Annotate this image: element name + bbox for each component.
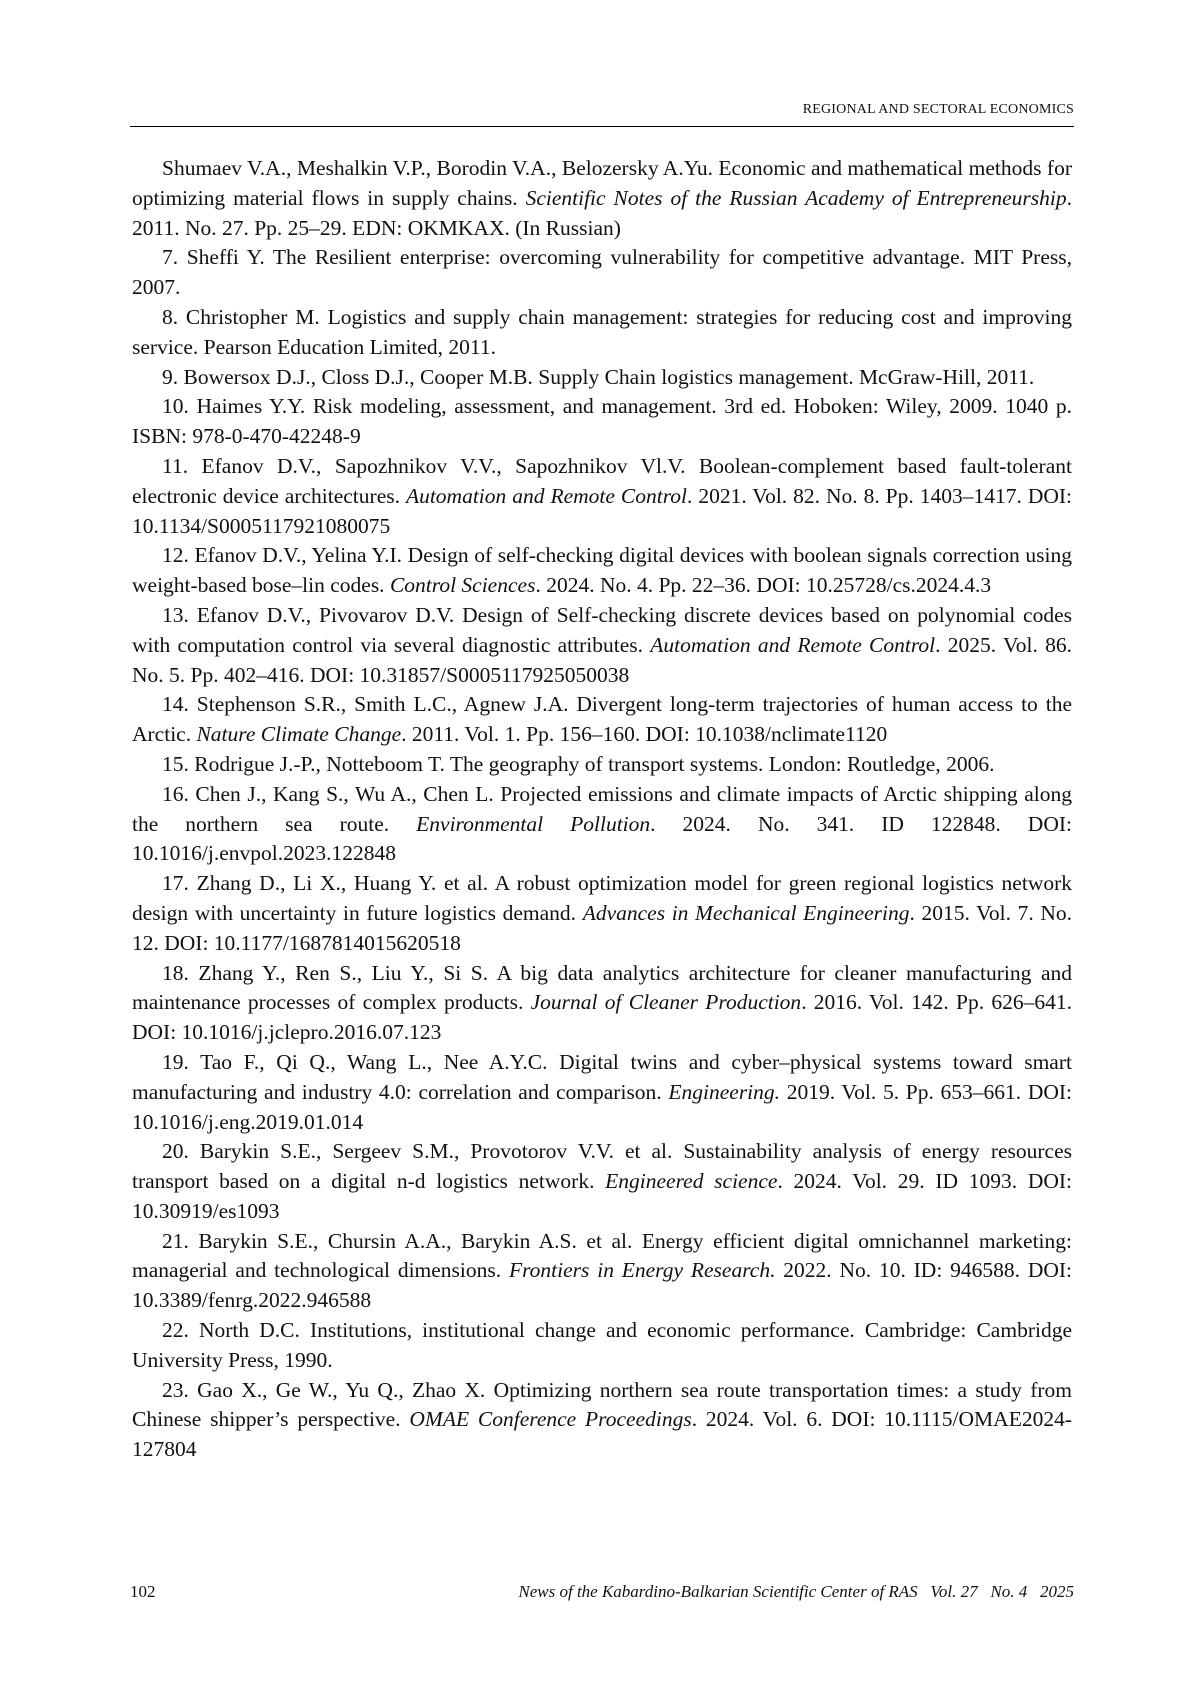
reference-item: 14. Stephenson S.R., Smith L.C., Agnew J.A. Divergent long-term trajectories of human access to the Arctic. Nature Climate Change. 2011. Vol. 1. Pp. 156–160. DOI: 10.1038/nclimate1120: [132, 692, 1072, 747]
journal-title: Frontiers in Energy Research.: [508, 1258, 776, 1283]
reference-item: 17. Zhang D., Li X., Huang Y. et al. A robust optimization model for green regional logistics network design with uncertainty in future logistics demand. Advances in Mechanical Engineering. 2015. Vol. 7. No. 12. DOI: 10.1177/1687814015620518: [132, 871, 1073, 955]
running-head: REGIONAL AND SECTORAL ECONOMICS: [802, 102, 1074, 117]
reference-item: 7. Sheffi Y. The Resilient enterprise: overcoming vulnerability for competitive advantage. MIT Press, 2007.: [132, 245, 1072, 300]
reference-item: 9. Bowersox D.J., Closs D.J., Cooper M.B. Supply Chain logistics management. McGraw-Hill, 2011.: [162, 364, 1035, 389]
journal-title: Automation and Remote Control: [650, 632, 936, 657]
reference-item: 19. Tao F., Qi Q., Wang L., Nee A.Y.C. Digital twins and cyber–physical systems toward smart manufacturing and industry 4.0: correlation and comparison. Engineering. 2019. Vol. 5. Pp. 653–661. DOI: 10.1016/j.eng.2019.01.014: [132, 1049, 1073, 1134]
reference-item: 23. Gao X., Ge W., Yu Q., Zhao X. Optimizing northern sea route transportation times: a study from Chinese shipper’s perspective. OMAE Conference Proceedings. 2024. Vol. 6. DOI: 10.1115/OMAE2024-127804: [132, 1377, 1072, 1462]
reference-item: 8. Christopher M. Logistics and supply chain management: strategies for reducing cost and improving service. Pearson Education Limited, 2011.: [132, 304, 1072, 359]
reference-item: 16. Chen J., Kang S., Wu A., Chen L. Projected emissions and climate impacts of Arctic shipping along the northern sea route. Environmental Pollution. 2024. No. 341. ID 122848. DOI: 10.1016/j.envpol.2023.122848: [132, 781, 1072, 866]
journal-title: Advances in Mechanical Engineering: [582, 900, 910, 925]
reference-item: 13. Efanov D.V., Pivovarov D.V. Design of Self-checking discrete devices based on polynomial codes with computation control via several diagnostic attributes. Automation and Remote Control. 2025. Vol. 86. No. 5. Pp. 402–416. DOI: 10.31857/S0005117925050038: [132, 602, 1072, 687]
journal-title: Engineering.: [668, 1079, 781, 1104]
journal-title: Scientific Notes of the Russian Academy of Entrepreneurship: [525, 185, 1067, 210]
journal-title: Control Sciences: [389, 573, 536, 598]
reference-item: 22. North D.C. Institutions, institutional change and economic performance. Cambridge: Cambridge University Press, 1990.: [132, 1318, 1072, 1372]
reference-item: 11. Efanov D.V., Sapozhnikov V.V., Sapozhnikov Vl.V. Boolean-complement based fault-tolerant electronic device architectures. Automation and Remote Control. 2021. Vol. 82. No. 8. Pp. 1403–1417. DOI: 10.1134/S0005117921080075: [132, 453, 1072, 538]
journal-title: Engineered science: [605, 1169, 778, 1194]
journal-info: News of the Kabardino-Balkarian Scientific Center of RAS Vol. 27 No. 4 2025: [518, 1582, 1074, 1601]
reference-item: 20. Barykin S.E., Sergeev S.M., Provotorov V.V. et al. Sustainability analysis of energy resources transport based on a digital n-d logistics network. Engineered science. 2024. Vol. 29. ID 1093. DOI: 10.30919/es1093: [132, 1139, 1073, 1223]
header-rule: [130, 126, 1074, 127]
reference-item: 18. Zhang Y., Ren S., Liu Y., Si S. A big data analytics architecture for cleaner manufacturing and maintenance processes of complex products. Journal of Cleaner Production. 2016. Vol. 142. Pp. 626–641. DOI: 10.1016/j.jclepro.2016.07.123: [132, 960, 1072, 1045]
reference-item: 21. Barykin S.E., Chursin A.A., Barykin A.S. et al. Energy efficient digital omnichannel marketing: managerial and technological dimensions. Frontiers in Energy Research. 2022. No. 10. ID: 946588. DOI: 10.3389/fenrg.2022.946588: [132, 1228, 1073, 1313]
page-number: 102: [130, 1582, 156, 1601]
journal-title: Nature Climate Change: [196, 722, 402, 747]
reference-item: 15. Rodrigue J.-P., Notteboom T. The geography of transport systems. London: Routledge, 2006.: [162, 751, 995, 776]
reference-item: 12. Efanov D.V., Yelina Y.I. Design of self-checking digital devices with boolean signals correction using weight-based bose–lin codes. Control Sciences. 2024. No. 4. Pp. 22–36. DOI: 10.25728/cs.2024.4.3: [132, 543, 1072, 598]
journal-title: Journal of Cleaner Production: [530, 990, 802, 1015]
reference-item: 10. Haimes Y.Y. Risk modeling, assessment, and management. 3rd ed. Hoboken: Wiley, 2009. 1040 p. ISBN: 978-0-470-42248-9: [132, 394, 1072, 449]
journal-title: Environmental Pollution: [416, 811, 651, 836]
journal-title: OMAE Conference Proceedings: [409, 1407, 692, 1432]
reference-list: [132, 154, 1072, 1465]
reference-item: Shumaev V.A., Meshalkin V.P., Borodin V.A., Belozersky A.Yu. Economic and mathematical methods for optimizing material flows in supply chains. Scientific Notes of the Russian Academy of Entrepreneurship. 2011. No. 27. Pp. 25–29. EDN: OKMKAX. (In Russian): [132, 156, 1072, 240]
journal-title: Automation and Remote Control: [405, 483, 688, 508]
